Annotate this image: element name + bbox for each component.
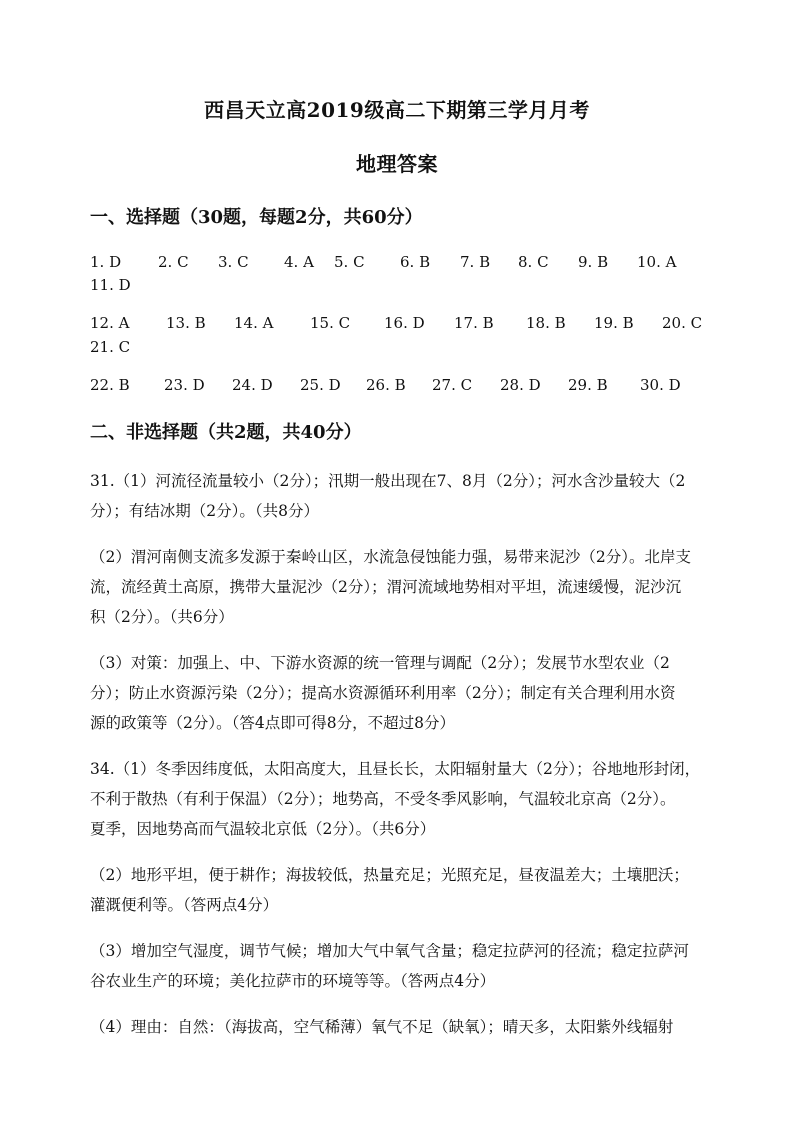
mc-answer: 20. C — [662, 314, 703, 332]
answer-line: 分）；防止水资源污染（2分）；提高水资源循环利用率（2分）；制定有关合理利用水资 — [90, 684, 676, 702]
mc-answer-row — [90, 376, 730, 398]
answer-line: 夏季，因地势高而气温较北京低（2分）。（共6分） — [90, 820, 436, 838]
mc-answer: 14. A — [234, 314, 274, 332]
answer-line: （2）地形平坦，便于耕作；海拔较低，热量充足；光照充足，昼夜温差大；土壤肥沃； — [90, 866, 689, 884]
mc-answer: 2. C — [158, 253, 189, 271]
mc-answer: 17. B — [454, 314, 494, 332]
mc-answer: 6. B — [400, 253, 431, 271]
section-heading-multiple-choice: 一、选择题（30题，每题2分，共60分） — [90, 207, 423, 228]
mc-answer: 13. B — [166, 314, 206, 332]
page-title: 西昌天立高2019级高二下期第三学月月考 — [204, 98, 590, 122]
mc-answer: 26. B — [366, 376, 406, 394]
answer-31-part-2 — [90, 542, 710, 632]
mc-answer: 28. D — [500, 376, 541, 394]
answer-34-part-4 — [90, 1012, 710, 1042]
answer-34-part-1 — [90, 754, 710, 844]
mc-answer-row — [90, 314, 730, 336]
mc-answer: 15. C — [310, 314, 351, 332]
mc-answer: 12. A — [90, 314, 130, 332]
mc-answer: 4. A — [284, 253, 314, 271]
answer-line: 不利于散热（有利于保温）（2分）；地势高，不受冬季风影响，气温较北京高（2分）。 — [90, 790, 676, 808]
mc-answer: 30. D — [640, 376, 681, 394]
answer-line: 灌溉便利等。（答两点4分） — [90, 896, 279, 914]
mc-answer: 7. B — [460, 253, 491, 271]
mc-answer: 16. D — [384, 314, 425, 332]
answer-34-part-3 — [90, 936, 710, 996]
mc-answer: 24. D — [232, 376, 273, 394]
answer-31-part-1 — [90, 466, 710, 526]
page-subtitle: 地理答案 — [356, 152, 438, 176]
answer-line: 31.（1）河流径流量较小（2分）；汛期一般出现在7、8月（2分）；河水含沙量较大（2 — [90, 472, 686, 490]
mc-answer-row — [90, 253, 730, 275]
answer-line: 分）；有结冰期（2分）。（共8分） — [90, 502, 319, 520]
mc-answer: 1. D — [90, 253, 122, 271]
answer-line: （2）渭河南侧支流多发源于秦岭山区，水流急侵蚀能力强，易带来泥沙（2分）。北岸支 — [90, 548, 691, 566]
mc-answer-row — [90, 276, 730, 298]
mc-answer: 22. B — [90, 376, 130, 394]
mc-answer: 5. C — [334, 253, 365, 271]
mc-answer: 8. C — [518, 253, 549, 271]
mc-answer: 18. B — [526, 314, 566, 332]
answer-31-part-3 — [90, 648, 710, 738]
answer-line: 流，流经黄土高原，携带大量泥沙（2分）；渭河流域地势相对平坦，流速缓慢，泥沙沉 — [90, 578, 682, 596]
answer-line: （3）对策：加强上、中、下游水资源的统一管理与调配（2分）；发展节水型农业（2 — [90, 654, 670, 672]
answer-line: 源的政策等（2分）。（答4点即可得8分，不超过8分） — [90, 714, 455, 732]
mc-answer-row — [90, 338, 730, 360]
mc-answer: 21. C — [90, 338, 131, 356]
answer-34-part-2 — [90, 860, 710, 920]
answer-line: 34.（1）冬季因纬度低，太阳高度大，且昼长长，太阳辐射量大（2分）；谷地地形封闭， — [90, 760, 701, 778]
answer-line: （3）增加空气湿度，调节气候；增加大气中氧气含量；稳定拉萨河的径流；稳定拉萨河 — [90, 942, 689, 960]
mc-answer: 10. A — [637, 253, 677, 271]
mc-answer: 27. C — [432, 376, 473, 394]
answer-line: （4）理由：自然：（海拔高，空气稀薄）氧气不足（缺氧）；晴天多，太阳紫外线辐射 — [90, 1018, 674, 1036]
answer-line: 谷农业生产的环境；美化拉萨市的环境等等。（答两点4分） — [90, 972, 496, 990]
mc-answer: 25. D — [300, 376, 341, 394]
mc-answer: 29. B — [568, 376, 608, 394]
mc-answer: 19. B — [594, 314, 634, 332]
mc-answer: 11. D — [90, 276, 131, 294]
mc-answer: 23. D — [164, 376, 205, 394]
mc-answer: 9. B — [578, 253, 609, 271]
section-heading-non-choice: 二、非选择题（共2题，共40分） — [90, 422, 362, 443]
mc-answer: 3. C — [218, 253, 249, 271]
answer-line: 积（2分）。（共6分） — [90, 608, 234, 626]
